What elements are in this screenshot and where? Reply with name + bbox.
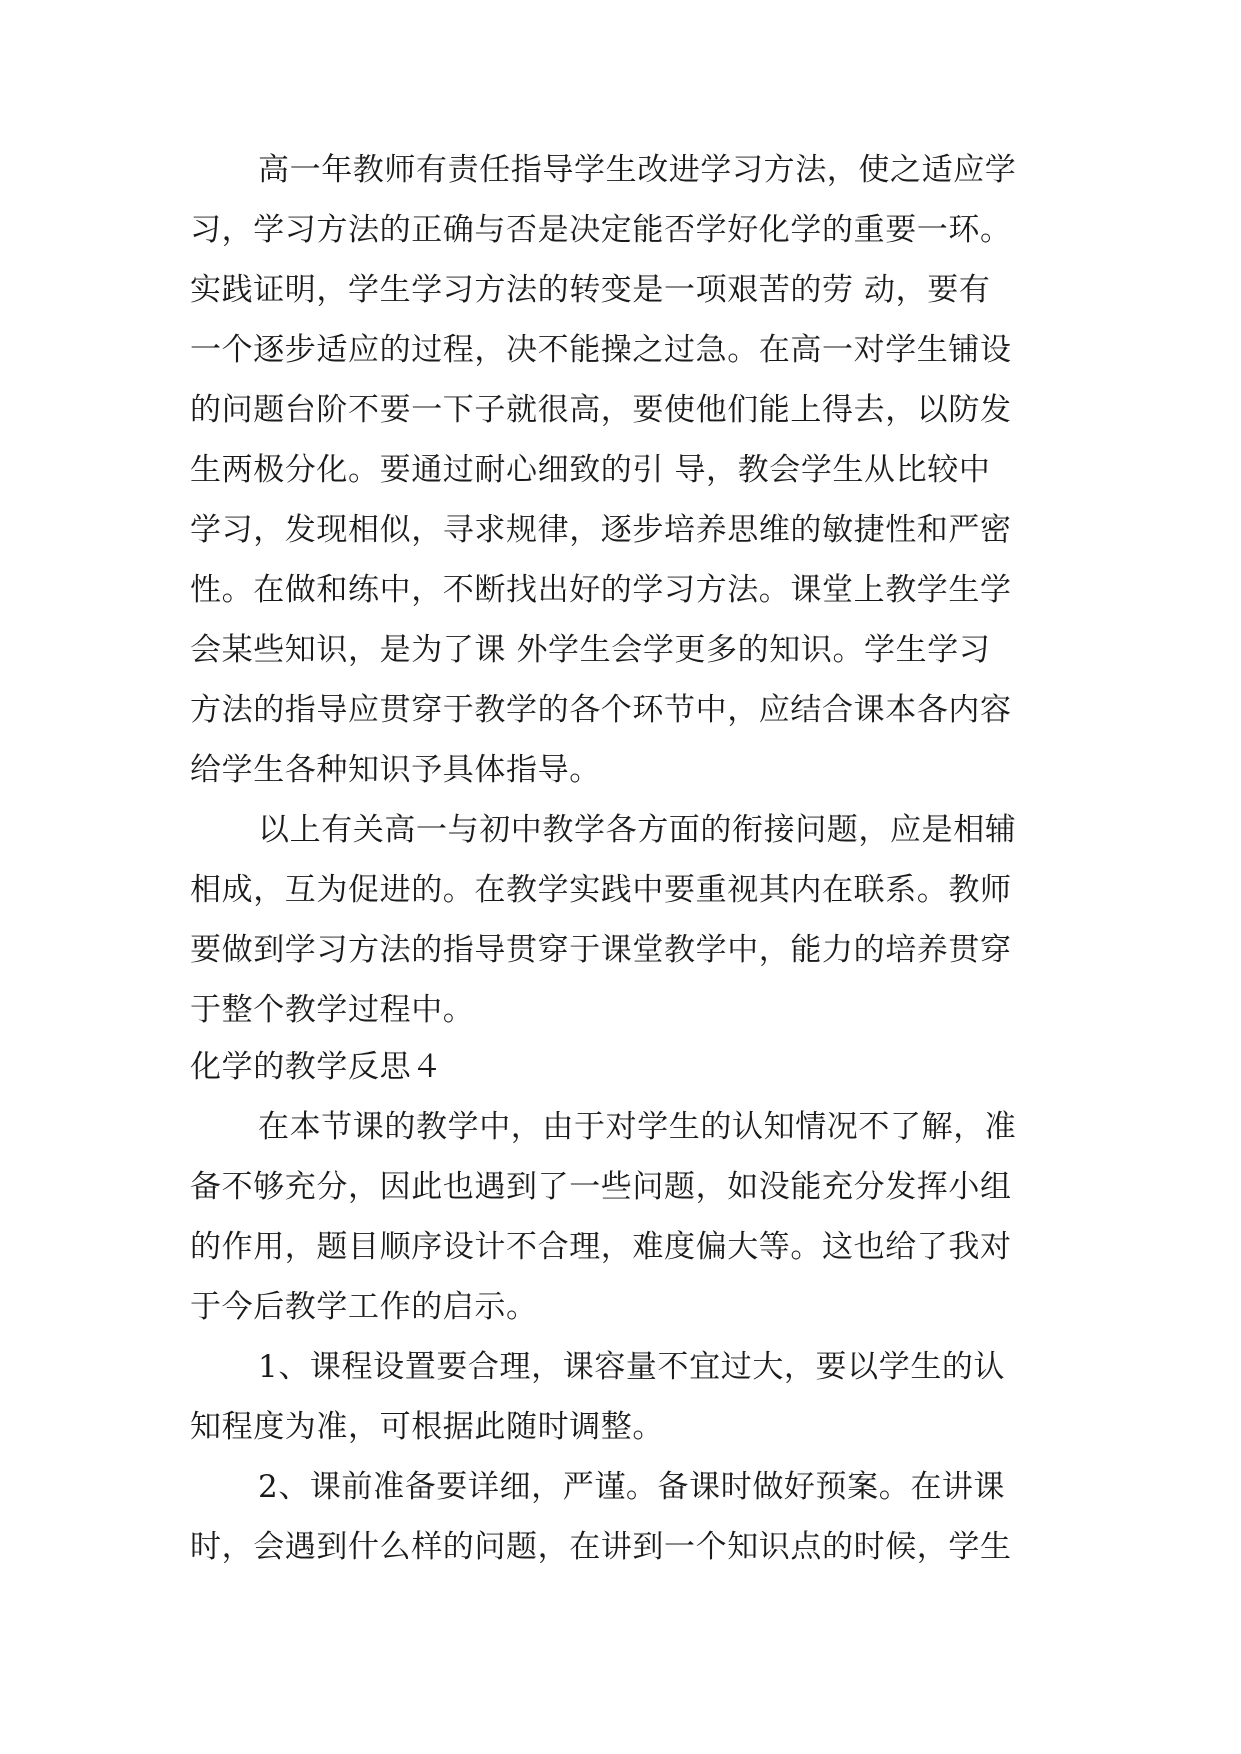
list-item: 1、课程设置要合理，课容量不宜过大，要以学生的认 (258, 1349, 1006, 1385)
paragraph-line: 的问题台阶不要一下子就很高，要使他们能上得去，以防发 (190, 392, 1012, 428)
paragraph-line: 高一年教师有责任指导学生改进学习方法，使之适应学 (258, 152, 1017, 188)
paragraph-line: 方法的指导应贯穿于教学的各个环节中，应结合课本各内容 (190, 692, 1012, 728)
list-item: 2、课前准备要详细，严谨。备课时做好预案。在讲课 (258, 1469, 1006, 1505)
paragraph-line: 会某些知识，是为了课 外学生会学更多的知识。学生学习 (190, 632, 991, 668)
paragraph-line: 时，会遇到什么样的问题，在讲到一个知识点的时候，学生 (190, 1529, 1012, 1565)
paragraph-line: 要做到学习方法的指导贯穿于课堂教学中，能力的培养贯穿 (190, 932, 1012, 968)
paragraph-line: 在本节课的教学中，由于对学生的认知情况不了解，准 (258, 1109, 1017, 1145)
paragraph-line: 以上有关高一与初中教学各方面的衔接问题，应是相辅 (258, 812, 1017, 848)
paragraph-line: 实践证明，学生学习方法的转变是一项艰苦的劳 动，要有 (190, 272, 991, 308)
paragraph-line: 知程度为准，可根据此随时调整。 (190, 1409, 664, 1445)
paragraph-line: 生两极分化。要通过耐心细致的引 导，教会学生从比较中 (190, 452, 991, 488)
section-heading: 化学的教学反思４ (190, 1049, 443, 1085)
paragraph-line: 一个逐步适应的过程，决不能操之过急。在高一对学生铺设 (190, 332, 1012, 368)
paragraph-line: 相成，互为促进的。在教学实践中要重视其内在联系。教师 (190, 872, 1012, 908)
paragraph-line: 习，学习方法的正确与否是决定能否学好化学的重要一环。 (190, 212, 1012, 248)
paragraph-line: 的作用，题目顺序设计不合理，难度偏大等。这也给了我对 (190, 1229, 1012, 1265)
paragraph-line: 于整个教学过程中。 (190, 992, 475, 1028)
paragraph-line: 学习，发现相似，寻求规律，逐步培养思维的敏捷性和严密 (190, 512, 1012, 548)
paragraph-line: 性。在做和练中，不断找出好的学习方法。课堂上教学生学 (190, 572, 1012, 608)
paragraph-line: 给学生各种知识予具体指导。 (190, 752, 601, 788)
paragraph-line: 于今后教学工作的启示。 (190, 1289, 538, 1325)
paragraph-line: 备不够充分，因此也遇到了一些问题，如没能充分发挥小组 (190, 1169, 1012, 1205)
